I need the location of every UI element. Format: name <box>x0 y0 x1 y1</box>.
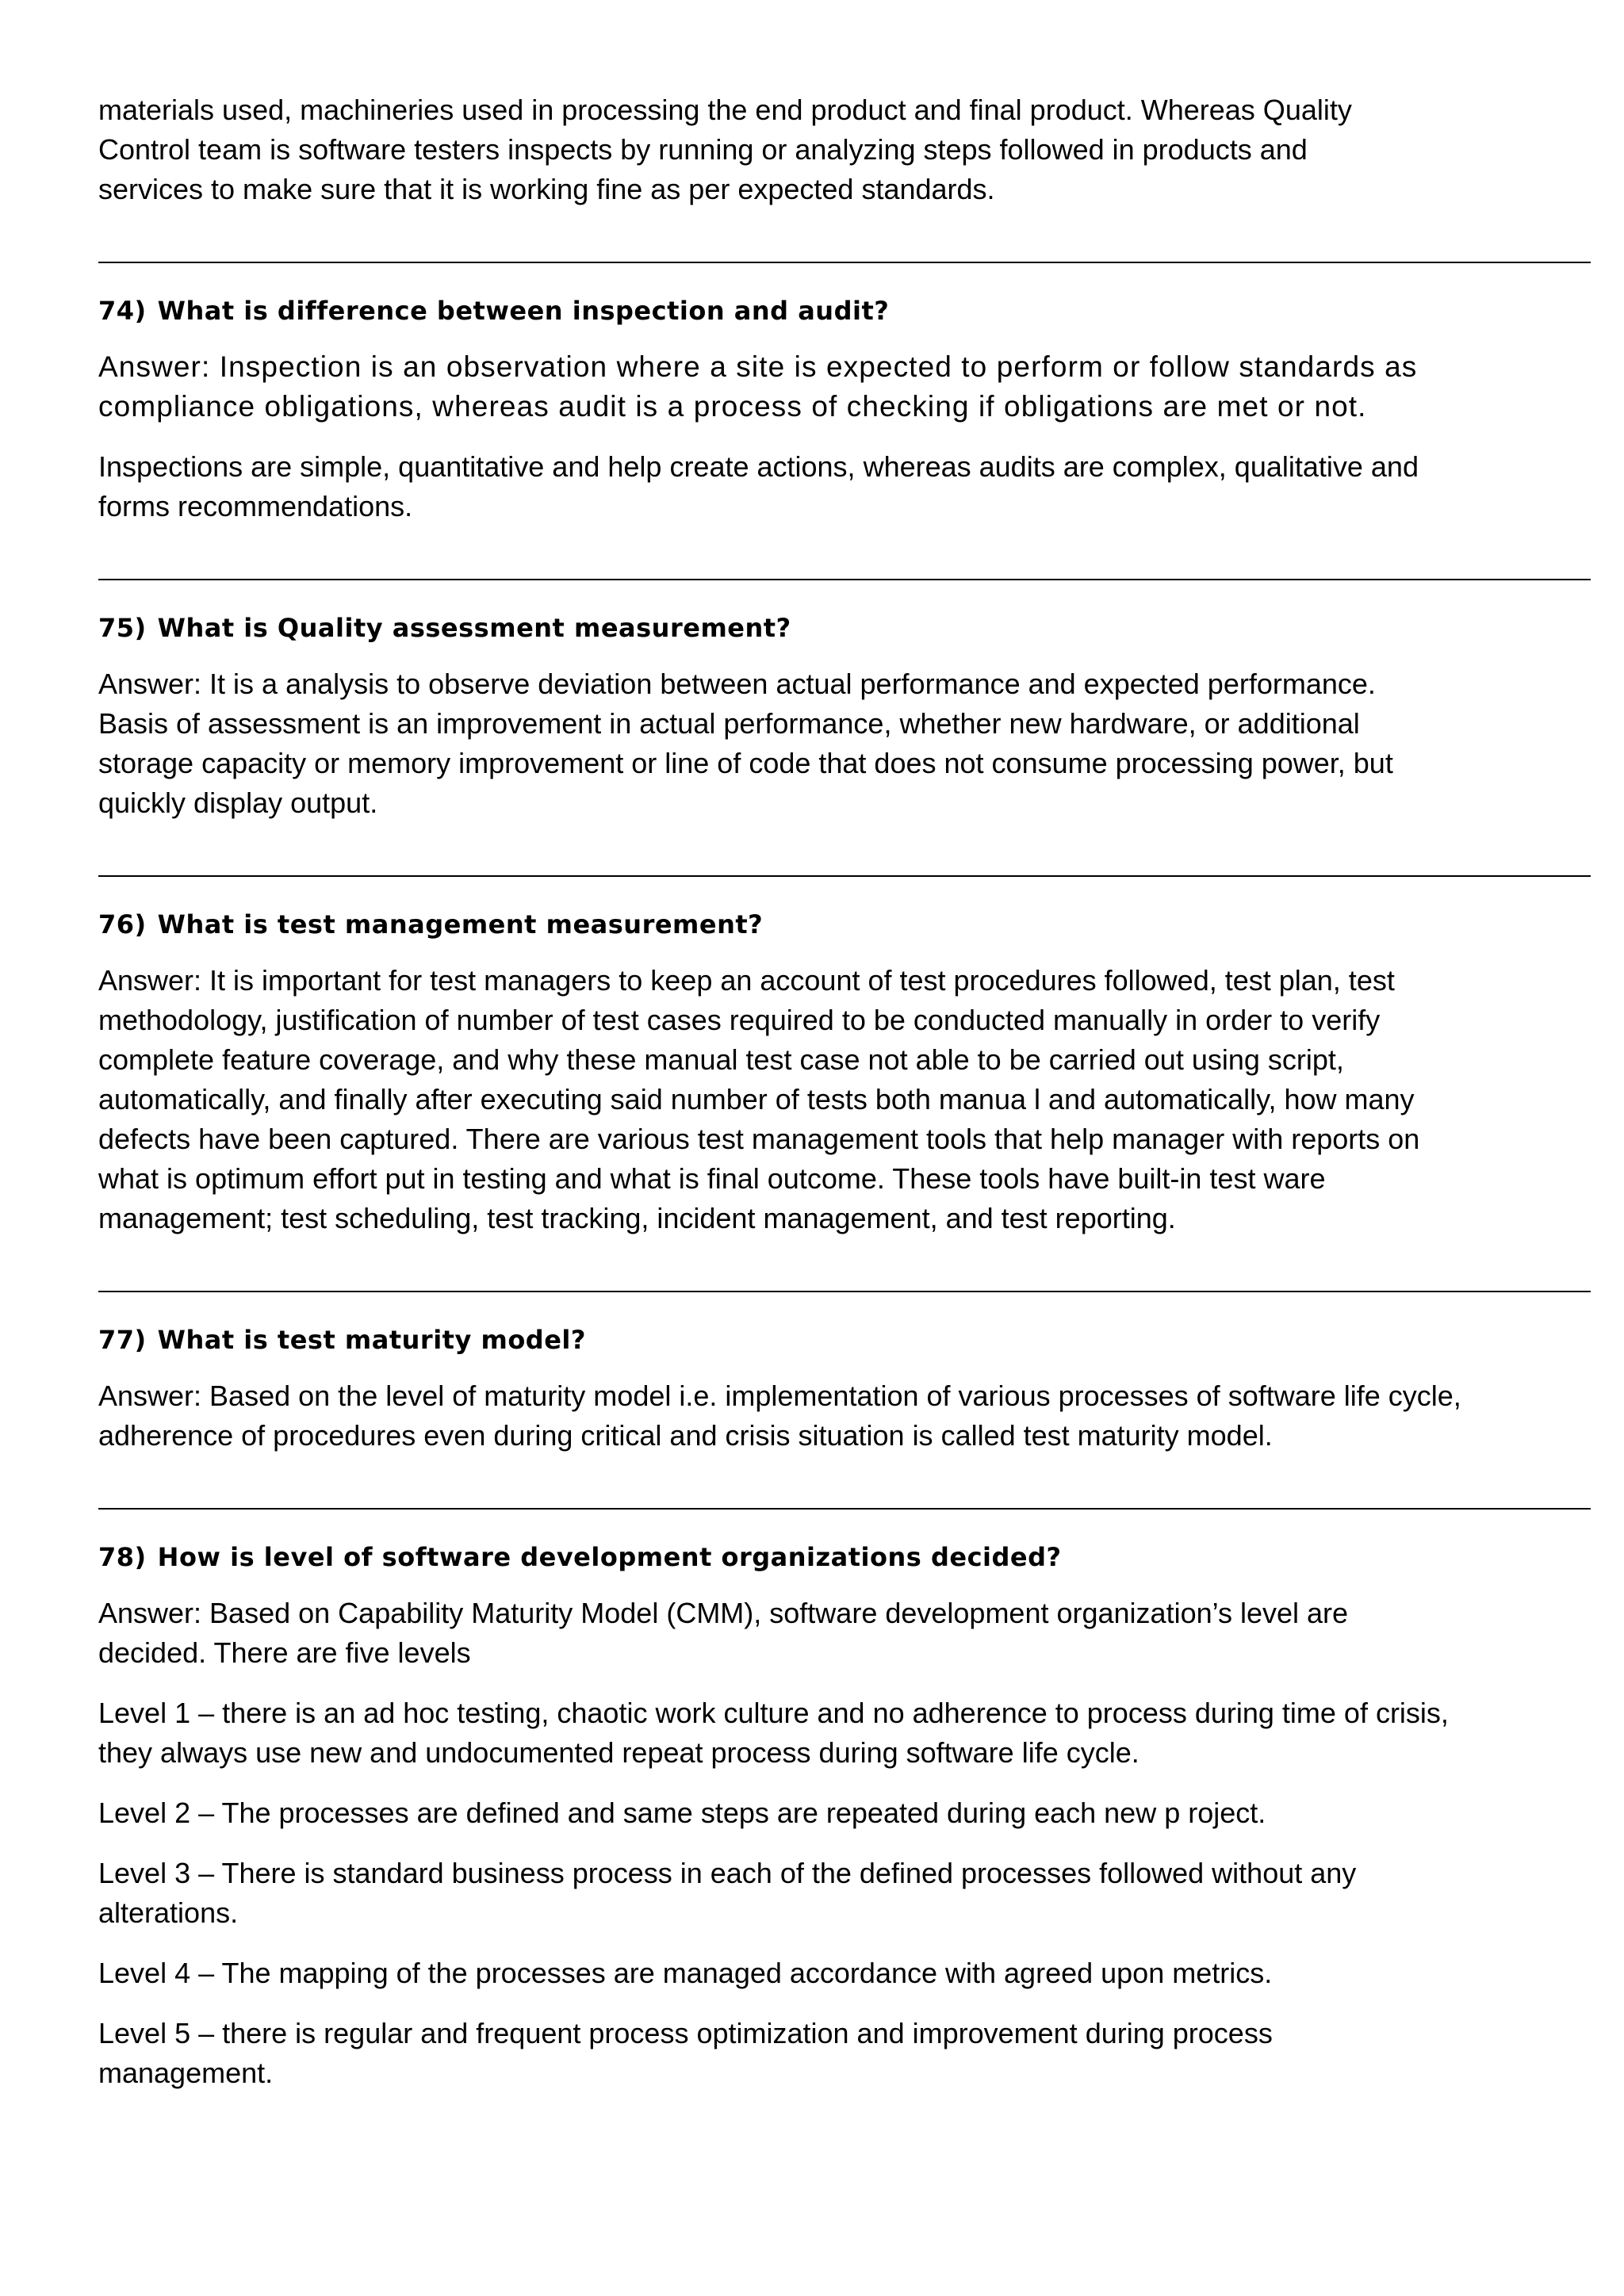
level-paragraph <box>98 1954 1591 1993</box>
answer-paragraph <box>98 664 1591 823</box>
answer-paragraph <box>98 961 1591 1238</box>
question-heading <box>98 293 1591 328</box>
question-heading <box>98 1322 1591 1357</box>
question-heading <box>98 1540 1591 1575</box>
answer-line: compliance obligations, whereas audit is a process of checking if obligations are met or not. <box>98 390 1367 423</box>
level-paragraph <box>98 1693 1591 1773</box>
answer-line: adherence of procedures even during critical and crisis situation is called test maturity model. <box>98 1419 1273 1452</box>
answer-paragraph <box>98 1376 1591 1456</box>
answer-line: decided. There are five levels <box>98 1636 471 1669</box>
answer-paragraph <box>98 1594 1591 1673</box>
intro-paragraph <box>98 90 1591 209</box>
level-paragraph <box>98 1854 1591 1933</box>
answer-line: Level 2 – The processes are defined and same steps are repeated during each new p roject. <box>98 1797 1266 1829</box>
document-page <box>98 90 1591 2093</box>
question-number: 78) <box>98 1542 147 1572</box>
answer-line: Level 4 – The mapping of the processes are managed accordance with agreed upon metrics. <box>98 1957 1273 1989</box>
question-title: What is test maturity model? <box>157 1325 586 1355</box>
answer-line: Inspections are simple, quantitative and help create actions, whereas audits are complex, qualitative and <box>98 450 1419 483</box>
question-title: What is difference between inspection and audit? <box>157 296 890 326</box>
answer-line: Answer: Inspection is an observation where a site is expected to perform or follow standards as <box>98 350 1418 383</box>
answer-paragraph <box>98 447 1591 526</box>
answer-line: alterations. <box>98 1896 239 1929</box>
answer-line: management. <box>98 2057 274 2089</box>
question-title: What is test management measurement? <box>157 909 764 939</box>
question-heading <box>98 907 1591 942</box>
level-paragraph <box>98 2014 1591 2093</box>
answer-line: quickly display output. <box>98 786 378 819</box>
answer-line: Basis of assessment is an improvement in actual performance, whether new hardware, or additional <box>98 707 1360 740</box>
answer-paragraph <box>98 347 1591 427</box>
answer-line: Answer: Based on Capability Maturity Model (CMM), software development organization’s level are <box>98 1597 1349 1629</box>
question-heading <box>98 610 1591 645</box>
answer-line: storage capacity or memory improvement or line of code that does not consume processing power, but <box>98 747 1393 779</box>
question-number: 74) <box>98 296 147 326</box>
answer-line: Answer: Based on the level of maturity model i.e. implementation of various processes of software life cycle, <box>98 1380 1461 1412</box>
question-number: 77) <box>98 1325 147 1355</box>
answer-line: automatically, and finally after executing said number of tests both manua l and automatically, how many <box>98 1083 1415 1115</box>
answer-line: forms recommendations. <box>98 490 413 522</box>
question-number: 75) <box>98 613 147 643</box>
answer-line: Level 1 – there is an ad hoc testing, chaotic work culture and no adherence to process during time of crisis, <box>98 1697 1449 1729</box>
question-title: What is Quality assessment measurement? <box>157 613 791 643</box>
answer-line: Answer: It is a analysis to observe deviation between actual performance and expected performance. <box>98 668 1376 700</box>
level-paragraph <box>98 1793 1591 1833</box>
answer-line: methodology, justification of number of test cases required to be conducted manually in order to verify <box>98 1004 1381 1036</box>
answer-line: complete feature coverage, and why these manual test case not able to be carried out using script, <box>98 1043 1344 1076</box>
intro-line: services to make sure that it is working fine as per expected standards. <box>98 173 995 205</box>
question-title: How is level of software development organizations decided? <box>157 1542 1062 1572</box>
answer-line: they always use new and undocumented repeat process during software life cycle. <box>98 1736 1139 1769</box>
answer-line: Level 5 – there is regular and frequent process optimization and improvement during process <box>98 2017 1273 2049</box>
answer-line: defects have been captured. There are various test management tools that help manager with reports on <box>98 1123 1420 1155</box>
answer-line: management; test scheduling, test tracking, incident management, and test reporting. <box>98 1202 1176 1234</box>
intro-line: materials used, machineries used in processing the end product and final product. Whereas Quality <box>98 94 1352 126</box>
answer-line: Level 3 – There is standard business process in each of the defined processes followed without any <box>98 1857 1357 1889</box>
question-number: 76) <box>98 909 147 939</box>
answer-line: what is optimum effort put in testing and what is final outcome. These tools have built-in test ware <box>98 1162 1326 1195</box>
answer-line: Answer: It is important for test managers to keep an account of test procedures followed, test plan, test <box>98 964 1395 997</box>
intro-line: Control team is software testers inspects by running or analyzing steps followed in products and <box>98 133 1308 166</box>
